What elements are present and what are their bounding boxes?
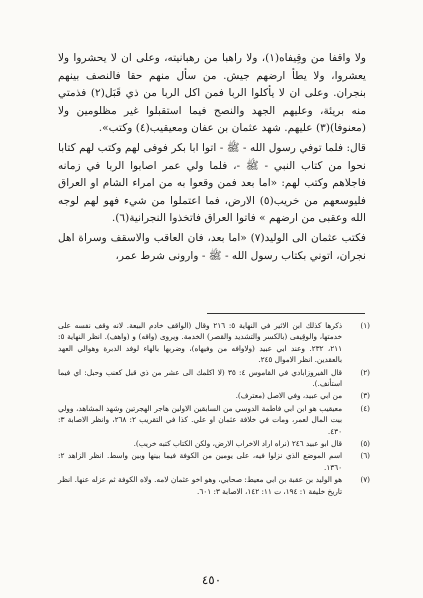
main-text xyxy=(58,50,366,265)
footnote-4 xyxy=(58,403,370,437)
footnote-text: اسم الموضع الذي نزلوا فيه، على يومين من الكوفة فيما بينها وبين واسط. انظر الزاهد ٢: ١٣٦٠. xyxy=(58,451,342,472)
footnote-number: (٤) xyxy=(360,403,370,413)
footnote-number: (١) xyxy=(360,321,370,330)
footnote-text: قال ابو عبيد ٢٤٦ (نراه اراد الاخراب الارض، ولكن الكتاب كتبه خريب). xyxy=(133,439,342,449)
footnote-number: (٦) xyxy=(360,451,370,461)
footnote-text: من ابي عبيد، وفي الاصل (معترف). xyxy=(235,391,342,401)
footnote-number: (٧) xyxy=(360,475,370,485)
footnote-2 xyxy=(58,367,370,390)
page-number: ٤٥٠ xyxy=(201,573,222,587)
footnote-7 xyxy=(58,474,370,497)
footnote-3 xyxy=(58,390,370,401)
footnote-text: معيقيب هو ابن ابي فاطمة الدوسي من السابقين الاولين هاجر الهجرتين وشهد المشاهد، وولي بيت المال لعمر، ومات في خلافة عثمان او علي. كذا في التقريب ٢: ٢٦٨، وانظر الاصابة ٣: ٤٣٠. xyxy=(58,403,343,436)
footnote-6 xyxy=(58,450,370,473)
paragraph-1: ولا واقفا من وقِيفاه(١)، ولا راهبا من رهبانيته، وعلى ان لا يحشروا ولا يعشروا، ولا يطأ ارضهم جيش. من سأل منهم حقا فالنصف بينهم بنجران. وعلى ان لا يأكلوا الربا فمن اكل الربا من ذي قَبَل(٢) فذمتي منه بريئة، وعليهم الجهد والنصح فيما استقبلوا غير مظلومين ولا (معنوفا)(٣) عليهم. شهد عثمان بن عفان ومعيقيب(٤) وكتب». xyxy=(58,52,366,135)
footnote-number: (٥) xyxy=(360,439,370,449)
paragraph-2: قال: فلما توفي رسول الله - ﷺ - اتوا ابا بكر فوفى لهم وكتب لهم كتابا نحوا من كتاب النبي - ﷺ -، فلما ولي عمر اصابوا الربا في زمانه فاجلاهم وكتب لهم: «اما بعد فمن وقعوا به من امراء الشام او العراق فليوسعهم من خريب(٥) الارض، فما اعتملوا من شيء فهو لهم لوجه الله وعقبى من ارضهم » فاتوا العراق فاتخذوا النجرانية(٦). xyxy=(58,141,366,225)
footnote-5 xyxy=(58,438,370,449)
footnote-text: هو الوليد بن عقبة بن ابي معيط: صحابي، وهو اخو عثمان لامه. ولاه الكوفة ثم عزله عنها. انظر تاريخ خليفة ١: ١٩٤، ت ١١: ١٤٢، الاصابة ٣: ٦٠١. xyxy=(58,475,342,496)
paragraph-3: فكتب عثمان الى الوليد(٧) «اما بعد، فان العاقب والاسقف وسراة اهل نجران، اتوني بكتاب رسول الله - ﷺ - وارونى شرط عمر، xyxy=(58,231,366,262)
footnote-1 xyxy=(58,320,370,366)
footnote-text: قال الفيروزابادي في القاموس ٤: ٣٥ (لا اكلمك الى عشر من ذي قبل كعنب وحبل: اي فيما استأنف.). xyxy=(58,367,342,389)
footnote-divider xyxy=(207,313,365,314)
footnotes xyxy=(58,320,370,498)
footnote-number: (٣) xyxy=(360,391,370,401)
footnote-text: ذكرها كذلك ابن الاثير في النهاية ٥: ٢١٦ وقال (الواقف خادم البيعة. لانه وقف نفسه على خدمتها، والوقِيفى (بالكسر والتشديد والقصر) الخدمة. ويروى (واقه) و (واهف). انظر النهاية ٥: ٢١١، ٢٣٢. وعند ابي عبيد (ولاوافه من وفيهاه)، وضربها بالهاء لوفد الدبرة وهوالي العهد بالعقدين. انظر الاموال ٢٤٥. xyxy=(58,321,343,365)
footnote-number: (٢) xyxy=(360,367,370,377)
